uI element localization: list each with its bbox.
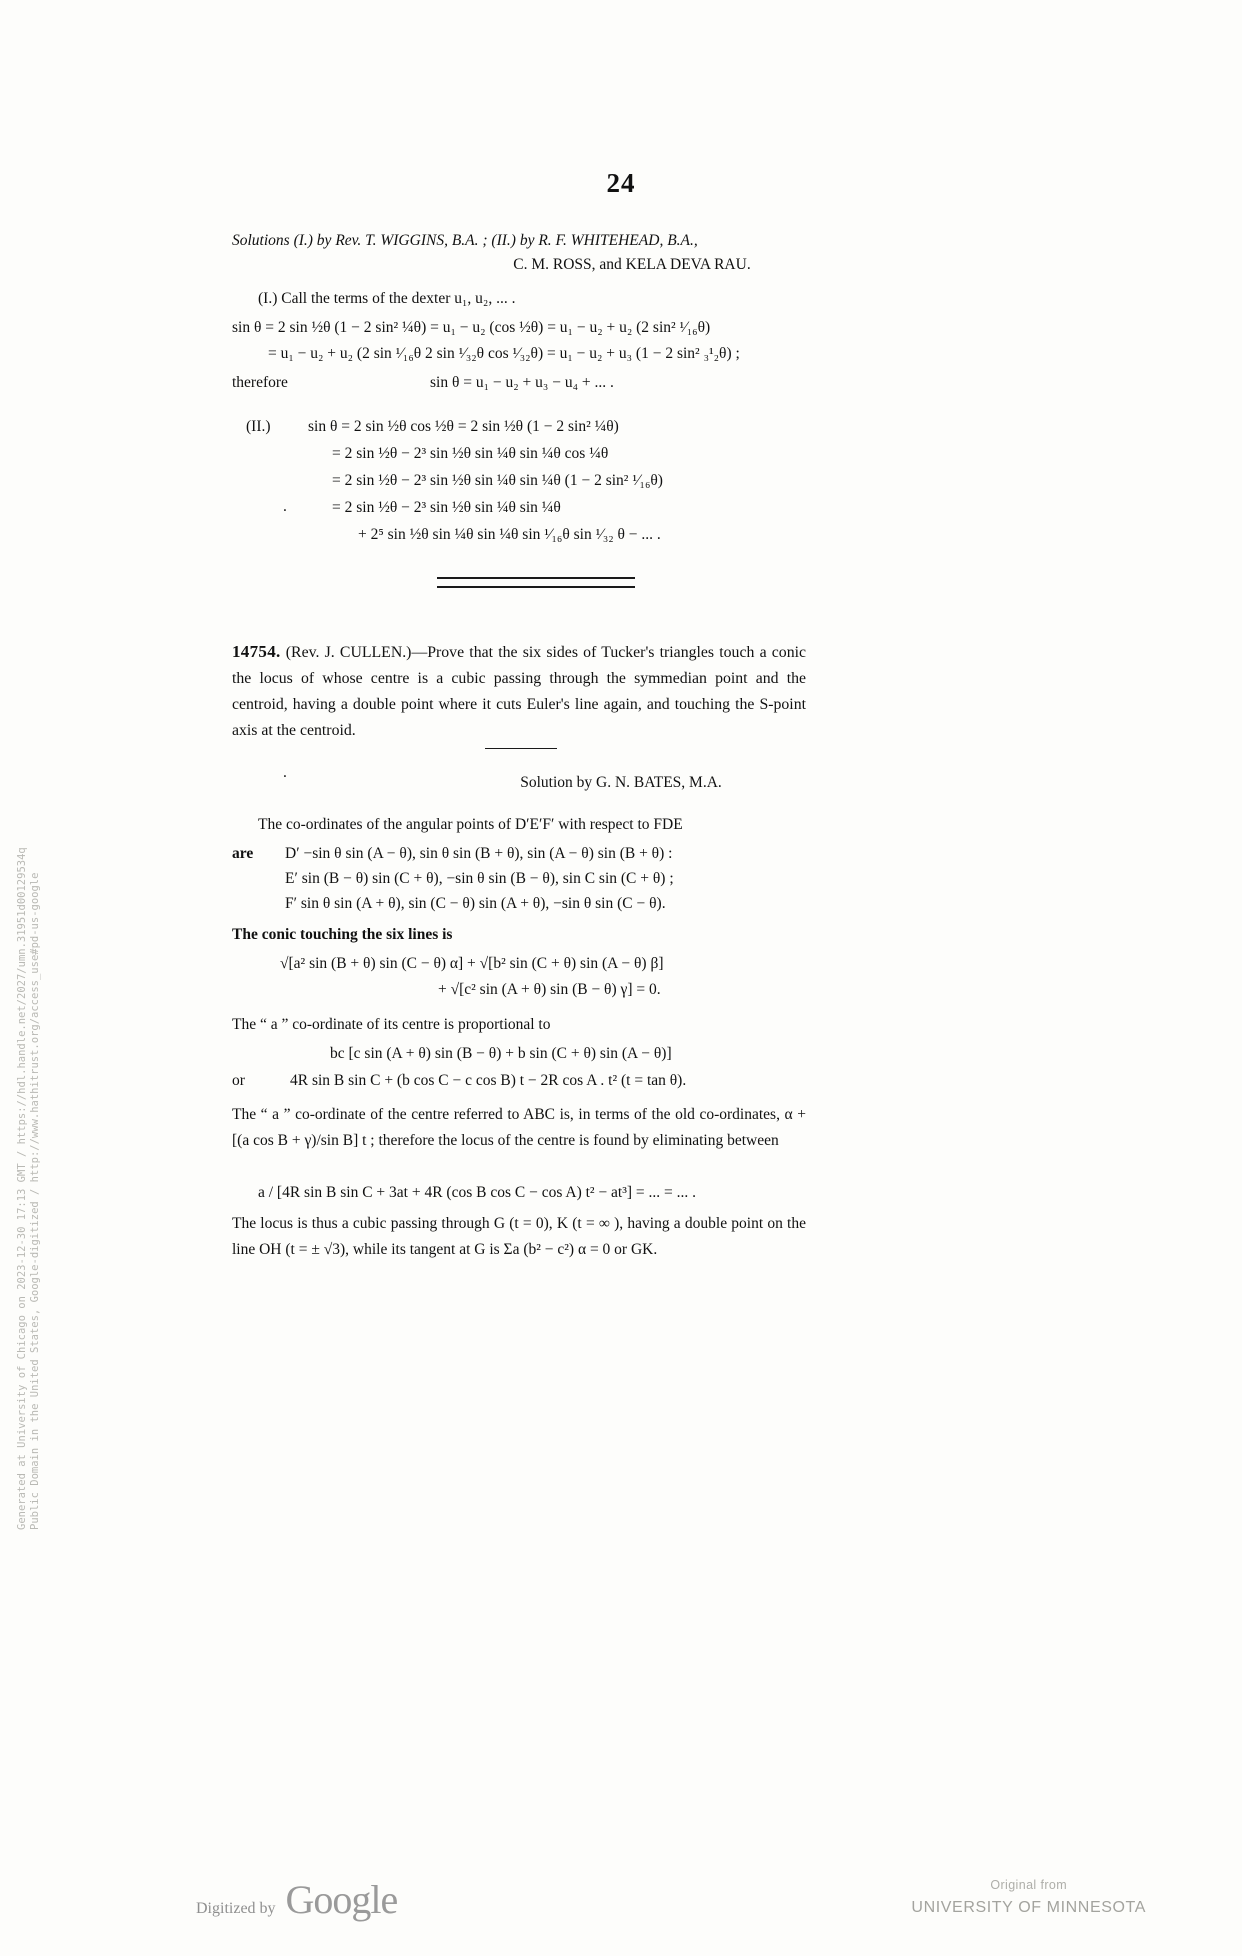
problem-body: (Rev. J. CULLEN.)—Prove that the six sides of Tucker's triangles touch a conic the locus of whose centre is a cubic passing through the symmedian point and the centroid, having a double point where it cuts Euler's line again, and touching the S-point axis at the centroid. [232,644,806,739]
solution-one-lead: (I.) Call the terms of the dexter u₁, u₂, ... . [258,290,516,307]
coordinates-line-3: F′ sin θ sin (A + θ), sin (C − θ) sin (A + θ), −sin θ sin (C − θ). [285,895,666,912]
margin-dot-mark-2: . [283,764,287,781]
solution-two-line-1: sin θ = 2 sin ½θ cos ½θ = 2 sin ½θ (1 − 2 sin² ¼θ) [308,418,619,435]
therefore-equation: sin θ = u₁ − u₂ + u₃ − u₄ + ... . [430,374,614,391]
are-label: are [232,845,254,862]
solution-one-equation-1: sin θ = 2 sin ½θ (1 − 2 sin² ¼θ) = u₁ − u₂ (cos ½θ) = u₁ − u₂ + u₂ (2 sin² ¹⁄₁₆θ) [232,319,711,336]
solution-two-line-3: = 2 sin ½θ − 2³ sin ½θ sin ¼θ sin ¼θ (1 − 2 sin² ¹⁄₁₆θ) [332,472,663,489]
or-label: or [232,1072,245,1089]
digitized-by-footer [196,1877,398,1922]
original-from-footer [911,1878,1146,1917]
google-logo: Google [285,1877,398,1922]
scan-stamp-line-1: Generated at University of Chicago on 2023-12-30 17:13 GMT / https://hdl.handle.net/2027/umn.31951d00129534q [16,847,28,1530]
solution-two-label: (II.) [246,418,271,435]
problem-statement [232,639,806,744]
coordinates-line-1: D′ −sin θ sin (A − θ), sin θ sin (B + θ), sin (A − θ) sin (B + θ) : [285,845,673,862]
a-coordinate-lead: The “ a ” co-ordinate of its centre is proportional to [232,1016,551,1033]
conic-lead: The conic touching the six lines is [232,926,453,943]
locus-paragraph: The locus is thus a cubic passing through G (t = 0), K (t = ∞ ), having a double point on the line OH (t = ± √3), while its tangent at G is Σa (b² − c²) α = 0 or GK. [232,1215,806,1258]
credit-line-2: C. M. ROSS, and KELA DEVA RAU. [513,256,751,273]
hathitrust-access-stamp [6,847,41,1550]
short-rule-divider [485,748,557,749]
a-coordinate-equation: bc [c sin (A + θ) sin (B − θ) + b sin (C + θ) sin (A − θ)] [330,1045,672,1062]
conic-equation-line-1: √[a² sin (B + θ) sin (C − θ) α] + √[b² sin (C + θ) sin (A − θ) β] [280,955,664,972]
conic-equation-line-2: + √[c² sin (A + θ) sin (B − θ) γ] = 0. [438,981,661,998]
scan-stamp-line-2: Public Domain in the United States, Google-digitized / http://www.hathitrust.org/access_use#pd-us-google [29,872,41,1530]
abc-paragraph: The “ a ” co-ordinate of the centre referred to ABC is, in terms of the old co-ordinates, α + [(a cos B + γ)/sin B] t ; therefore the locus of the centre is found by eliminating between [232,1106,806,1149]
institution-name: UNIVERSITY OF MINNESOTA [911,1899,1146,1916]
solution-two-line-5: + 2⁵ sin ½θ sin ¼θ sin ¼θ sin ¹⁄₁₆θ sin ¹⁄₃₂ θ − ... . [358,526,661,543]
solution-two-line-4: = 2 sin ½θ − 2³ sin ½θ sin ¼θ sin ¼θ [332,499,561,516]
coordinates-lead: The co-ordinates of the angular points of D′E′F′ with respect to FDE [258,816,683,833]
page-number: 24 [606,168,636,198]
double-rule-divider [437,577,635,588]
or-equation: 4R sin B sin C + (b cos C − c cos B) t − 2R cos A . t² (t = tan θ). [290,1072,687,1089]
digitized-by-label: Digitized by [196,1900,276,1917]
solution-one-equation-2: = u₁ − u₂ + u₂ (2 sin ¹⁄₁₆θ 2 sin ¹⁄₃₂θ cos ¹⁄₃₂θ) = u₁ − u₂ + u₃ (1 − 2 sin² ₃¹₂θ) ; [268,345,740,362]
credit-line-1: Solutions (I.) by Rev. T. WIGGINS, B.A. ; (II.) by R. F. WHITEHEAD, B.A., [232,232,698,249]
original-from-label: Original from [990,1878,1068,1892]
problem-number: 14754. [232,642,281,661]
coordinates-line-2: E′ sin (B − θ) sin (C + θ), −sin θ sin (B − θ), sin C sin (C + θ) ; [285,870,674,887]
margin-dot-mark-1: . [283,498,287,515]
therefore-label: therefore [232,374,288,391]
solution-attribution: Solution by G. N. BATES, M.A. [520,774,722,791]
solution-two-line-2: = 2 sin ½θ − 2³ sin ½θ sin ¼θ sin ¼θ cos ¼θ [332,445,609,462]
elimination-equation: a / [4R sin B sin C + 3at + 4R (cos B cos C − cos A) t² − at³] = ... = ... . [258,1184,697,1201]
